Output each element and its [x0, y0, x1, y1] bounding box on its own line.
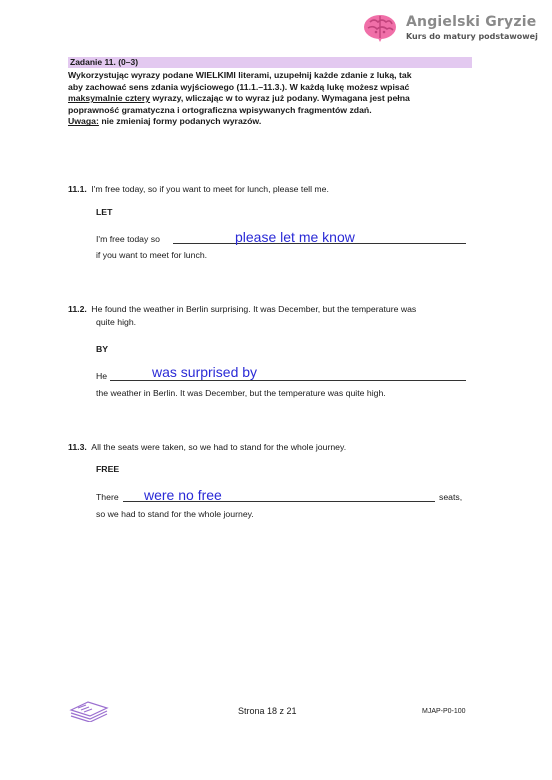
- stacked-papers-icon: [68, 694, 110, 722]
- task-instructions: [68, 70, 468, 128]
- question-number: 11.2.: [68, 304, 87, 314]
- instruction-text: nie zmieniaj formy podanych wyrazów.: [98, 116, 262, 127]
- answer-text[interactable]: was surprised by: [152, 364, 258, 380]
- question-prompt: All the seats were taken, so we had to stand for the whole journey.: [91, 442, 347, 452]
- question-11-1: [68, 179, 329, 197]
- instruction-line: [68, 93, 468, 105]
- question-prompt-continued: quite high.: [96, 317, 137, 327]
- page-number: Strona 18 z 21: [238, 706, 297, 716]
- answer-text[interactable]: were no free: [144, 487, 222, 503]
- instruction-text: wyrazy, wliczając w to wyraz już podany. Wymagana jest pełna: [150, 93, 410, 104]
- gap-sentence-start: He: [96, 371, 108, 381]
- question-prompt: I'm free today, so if you want to meet for lunch, please tell me.: [91, 184, 329, 194]
- gap-sentence-end: if you want to meet for lunch.: [96, 250, 208, 260]
- keyword: BY: [96, 344, 109, 354]
- gap-sentence-end: so we had to stand for the whole journey.: [96, 509, 254, 519]
- gap-sentence-inline-end: seats,: [439, 492, 463, 502]
- question-11-2: [68, 299, 416, 317]
- instruction-line: poprawność gramatyczna i ortograficzna wpisywanych fragmentów zdań.: [68, 104, 372, 115]
- gap-sentence-start: There: [96, 492, 119, 502]
- instruction-line: Wykorzystując wyrazy podane WIELKIMI literami, uzupełnij każde zdanie z luką, tak: [68, 70, 412, 80]
- gap-sentence-start: I'm free today so: [96, 234, 160, 244]
- brand-title: Angielski Gryzie: [406, 14, 537, 30]
- brain-logo-icon: [362, 12, 398, 44]
- keyword: FREE: [96, 464, 120, 474]
- instruction-line: aby zachować sens zdania wyjściowego (11.1.–11.3.). W każdą lukę możesz wpisać: [68, 81, 410, 92]
- brand-subtitle: Kurs do matury podstawowej: [406, 32, 538, 41]
- task-header: Zadanie 11. (0–3): [68, 57, 472, 68]
- keyword: LET: [96, 207, 113, 217]
- instruction-line: [68, 116, 468, 128]
- answer-text[interactable]: please let me know: [235, 229, 355, 245]
- question-11-3: [68, 437, 346, 455]
- underlined-phrase: maksymalnie cztery: [68, 93, 151, 104]
- note-label: Uwaga:: [68, 116, 99, 127]
- question-number: 11.1.: [68, 184, 87, 194]
- question-number: 11.3.: [68, 442, 87, 452]
- document-code: MJAP-P0-100: [422, 708, 466, 715]
- gap-line: [110, 380, 466, 381]
- question-prompt: He found the weather in Berlin surprising. It was December, but the temperature was: [91, 304, 417, 314]
- gap-sentence-end: the weather in Berlin. It was December, but the temperature was quite high.: [96, 388, 386, 398]
